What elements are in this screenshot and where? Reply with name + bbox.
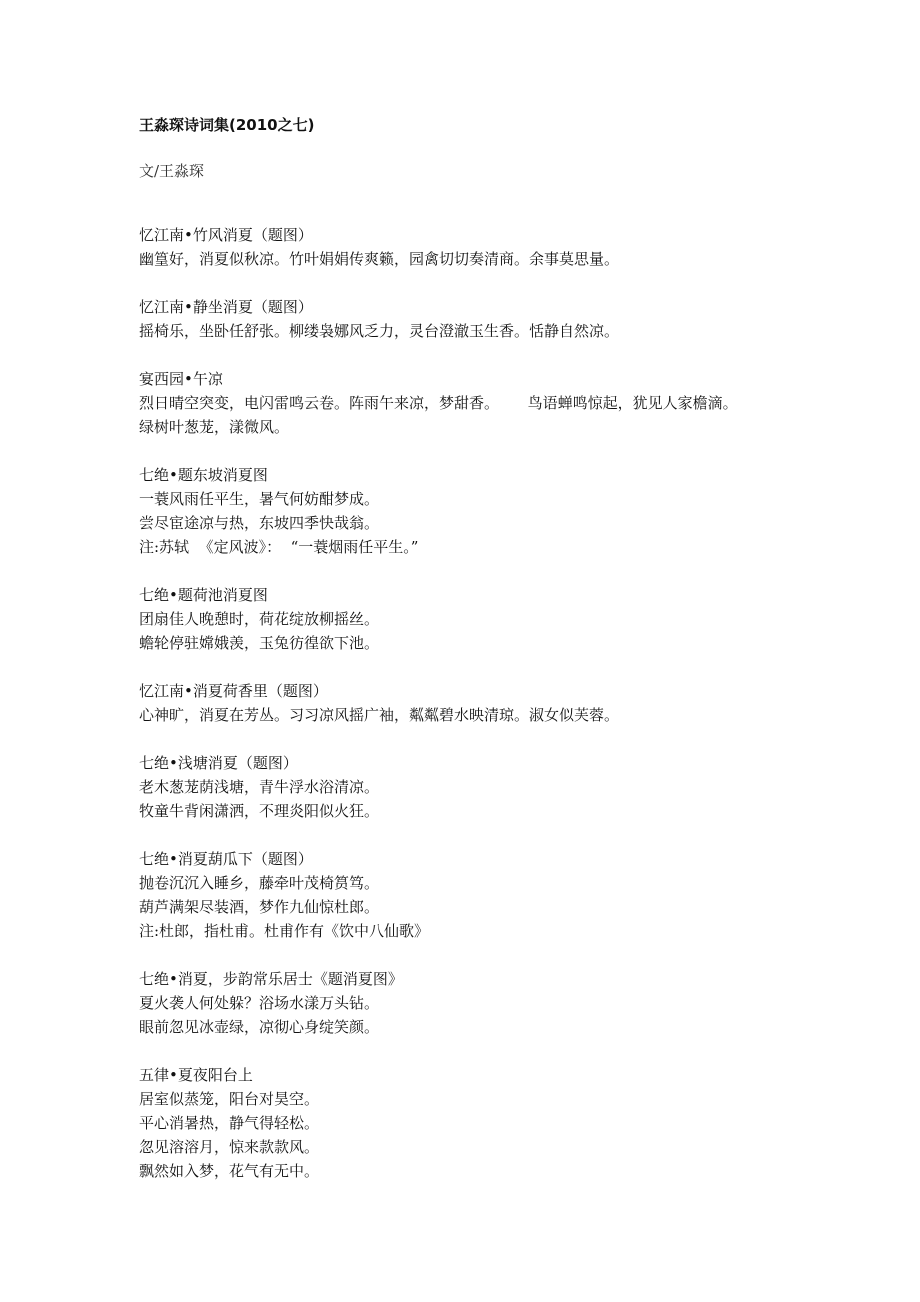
poem-block (139, 463, 839, 559)
poem-title: 七绝•题荷池消夏图 (139, 586, 268, 604)
author-line: 文/王淼琛 (139, 162, 205, 180)
poem-line: 心神旷，消夏在芳丛。习习凉风摇广袖，粼粼碧水映清琼。淑女似芙蓉。 (139, 706, 620, 724)
poem-line: 注:杜郎，指杜甫。杜甫作有《饮中八仙歌》 (139, 922, 430, 940)
poem-title: 忆江南•消夏荷香里（题图） (139, 682, 328, 700)
poem-line: 注:苏轼 《定风波》： “一蓑烟雨任平生。” (139, 538, 419, 556)
poem-line: 抛卷沉沉入睡乡，藤牵叶茂椅筼笃。 (139, 874, 380, 892)
poem-line: 牧童牛背闲潇洒，不理炎阳似火狂。 (139, 802, 380, 820)
poem-line: 团扇佳人晚憩时，荷花绽放柳摇丝。 (139, 610, 380, 628)
poem-title: 忆江南•竹风消夏（题图） (139, 226, 313, 244)
poem-title: 忆江南•静坐消夏（题图） (139, 298, 313, 316)
poem-block (139, 367, 839, 439)
poem-title: 七绝•题东坡消夏图 (139, 466, 268, 484)
poem-line: 眼前忽见冰壶绿，凉彻心身绽笑颜。 (139, 1018, 380, 1036)
poem-line: 平心消暑热，静气得轻松。 (139, 1114, 320, 1132)
poem-line: 葫芦满架尽装酒，梦作九仙惊杜郎。 (139, 898, 380, 916)
poem-block (139, 1063, 839, 1183)
poem-title: 七绝•消夏，步韵常乐居士《题消夏图》 (139, 970, 403, 988)
poem-line: 一蓑风雨任平生，暑气何妨酣梦成。 (139, 490, 380, 508)
poem-line: 绿树叶葱茏，漾微风。 (139, 418, 290, 436)
poem-line: 飘然如入梦，花气有无中。 (139, 1162, 320, 1180)
document-page (139, 114, 839, 1207)
document-title: 王淼琛诗词集(2010之七) (139, 116, 315, 134)
poem-block (139, 223, 839, 271)
poem-block (139, 583, 839, 655)
poem-title: 五律•夏夜阳台上 (139, 1066, 253, 1084)
poem-block (139, 847, 839, 943)
poem-block (139, 679, 839, 727)
poem-line: 居室似蒸笼，阳台对昊空。 (139, 1090, 320, 1108)
poem-title: 七绝•浅塘消夏（题图） (139, 754, 298, 772)
poem-block (139, 295, 839, 343)
poem-line: 夏火袭人何处躲？浴场水漾万头钻。 (139, 994, 380, 1012)
poem-line: 幽篁好，消夏似秋凉。竹叶娟娟传爽籁，园禽切切奏清商。余事莫思量。 (139, 250, 620, 268)
poem-line: 尝尽宦途凉与热，东坡四季快哉翁。 (139, 514, 380, 532)
poem-block (139, 751, 839, 823)
poem-list (139, 223, 839, 1183)
poem-title: 七绝•消夏葫瓜下（题图） (139, 850, 313, 868)
poem-line: 烈日晴空突变，电闪雷鸣云卷。阵雨午来凉，梦甜香。 鸟语蝉鸣惊起，犹见人家檐滴。 (139, 394, 738, 412)
poem-block (139, 967, 839, 1039)
poem-line: 老木葱茏荫浅塘，青牛浮水浴清凉。 (139, 778, 380, 796)
poem-line: 蟾轮停驻嫦娥羡，玉兔彷徨欲下池。 (139, 634, 380, 652)
poem-line: 摇椅乐，坐卧任舒张。柳缕袅娜风乏力，灵台澄澈玉生香。恬静自然凉。 (139, 322, 620, 340)
poem-line: 忽见溶溶月，惊来款款风。 (139, 1138, 320, 1156)
poem-title: 宴西园•午凉 (139, 370, 223, 388)
